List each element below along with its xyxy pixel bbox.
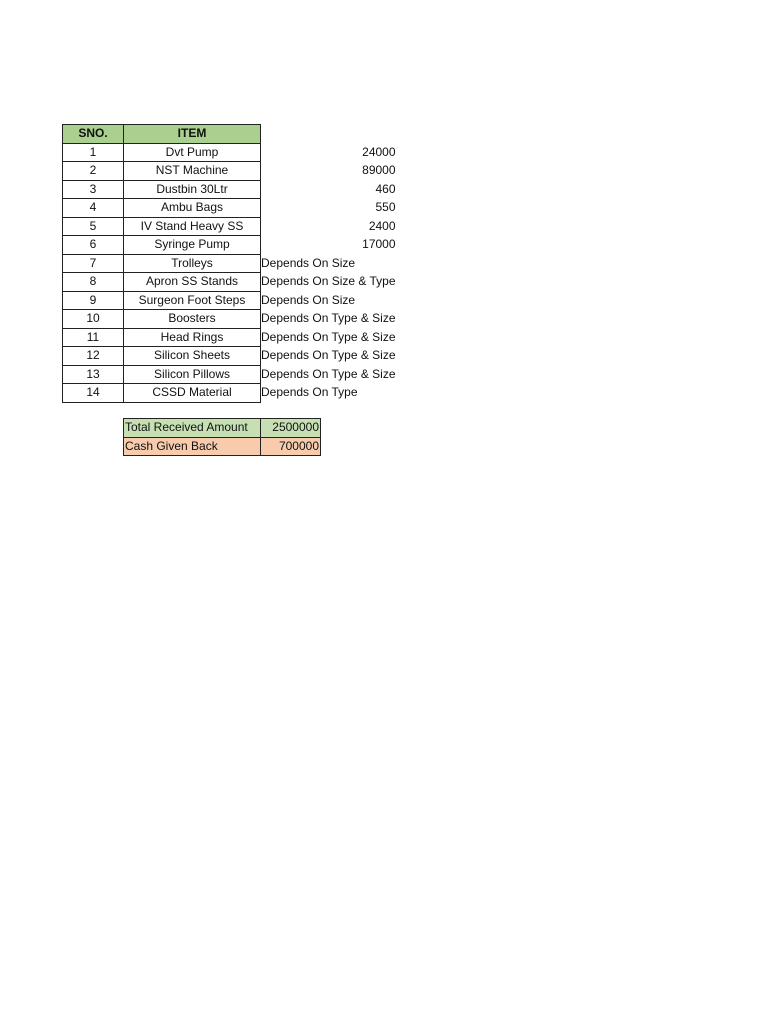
row-price: Depends On Size & Type xyxy=(261,274,396,289)
row-price: Depends On Type & Size xyxy=(261,348,396,363)
row-sno: 2 xyxy=(63,162,124,181)
table-row xyxy=(63,273,397,292)
header-price-empty xyxy=(261,125,397,144)
table-row xyxy=(63,328,397,347)
row-item: Syringe Pump xyxy=(124,236,261,255)
summary-table xyxy=(123,418,321,456)
row-price: Depends On Size xyxy=(261,255,356,270)
table-header-row xyxy=(63,125,397,144)
row-item: Silicon Sheets xyxy=(124,347,261,366)
row-price: 89000 xyxy=(362,163,396,178)
row-price: 24000 xyxy=(362,144,396,159)
row-item: Ambu Bags xyxy=(124,199,261,218)
header-item: ITEM xyxy=(124,125,261,144)
row-item: Trolleys xyxy=(124,254,261,273)
row-sno: 12 xyxy=(63,347,124,366)
row-sno: 6 xyxy=(63,236,124,255)
row-item: Surgeon Foot Steps xyxy=(124,291,261,310)
row-item: Boosters xyxy=(124,310,261,329)
row-item: Apron SS Stands xyxy=(124,273,261,292)
row-price: Depends On Type & Size xyxy=(261,366,396,381)
row-price: 17000 xyxy=(362,237,396,252)
row-price: Depends On Type & Size xyxy=(261,329,396,344)
table-row xyxy=(63,217,397,236)
cash-given-back-row xyxy=(124,437,321,456)
table-row xyxy=(63,162,397,181)
table-row xyxy=(63,236,397,255)
row-sno: 5 xyxy=(63,217,124,236)
table-row xyxy=(63,180,397,199)
items-table xyxy=(62,124,397,403)
items-table-body xyxy=(63,143,397,402)
row-sno: 8 xyxy=(63,273,124,292)
row-price: 2400 xyxy=(368,218,396,233)
row-price: Depends On Type & Size xyxy=(261,311,396,326)
table-row xyxy=(63,365,397,384)
row-item: NST Machine xyxy=(124,162,261,181)
table-row xyxy=(63,254,397,273)
row-item: CSSD Material xyxy=(124,384,261,403)
row-price: Depends On Type xyxy=(261,385,358,400)
table-row xyxy=(63,291,397,310)
cash-given-back-value: 700000 xyxy=(261,437,321,456)
row-item: Dvt Pump xyxy=(124,143,261,162)
row-sno: 14 xyxy=(63,384,124,403)
header-sno: SNO. xyxy=(63,125,124,144)
row-sno: 1 xyxy=(63,143,124,162)
table-row xyxy=(63,384,397,403)
row-sno: 4 xyxy=(63,199,124,218)
row-item: Dustbin 30Ltr xyxy=(124,180,261,199)
row-item: Head Rings xyxy=(124,328,261,347)
row-price: 550 xyxy=(375,200,396,215)
table-row xyxy=(63,310,397,329)
row-price: 460 xyxy=(375,181,396,196)
total-received-label: Total Received Amount xyxy=(124,419,261,438)
row-sno: 9 xyxy=(63,291,124,310)
table-row xyxy=(63,347,397,366)
row-sno: 10 xyxy=(63,310,124,329)
table-row xyxy=(63,143,397,162)
total-received-row xyxy=(124,419,321,438)
row-sno: 13 xyxy=(63,365,124,384)
row-item: Silicon Pillows xyxy=(124,365,261,384)
cash-given-back-label: Cash Given Back xyxy=(124,437,261,456)
row-price: Depends On Size xyxy=(261,292,356,307)
table-row xyxy=(63,199,397,218)
row-sno: 11 xyxy=(63,328,124,347)
row-sno: 3 xyxy=(63,180,124,199)
row-sno: 7 xyxy=(63,254,124,273)
row-item: IV Stand Heavy SS xyxy=(124,217,261,236)
total-received-value: 2500000 xyxy=(261,419,321,438)
